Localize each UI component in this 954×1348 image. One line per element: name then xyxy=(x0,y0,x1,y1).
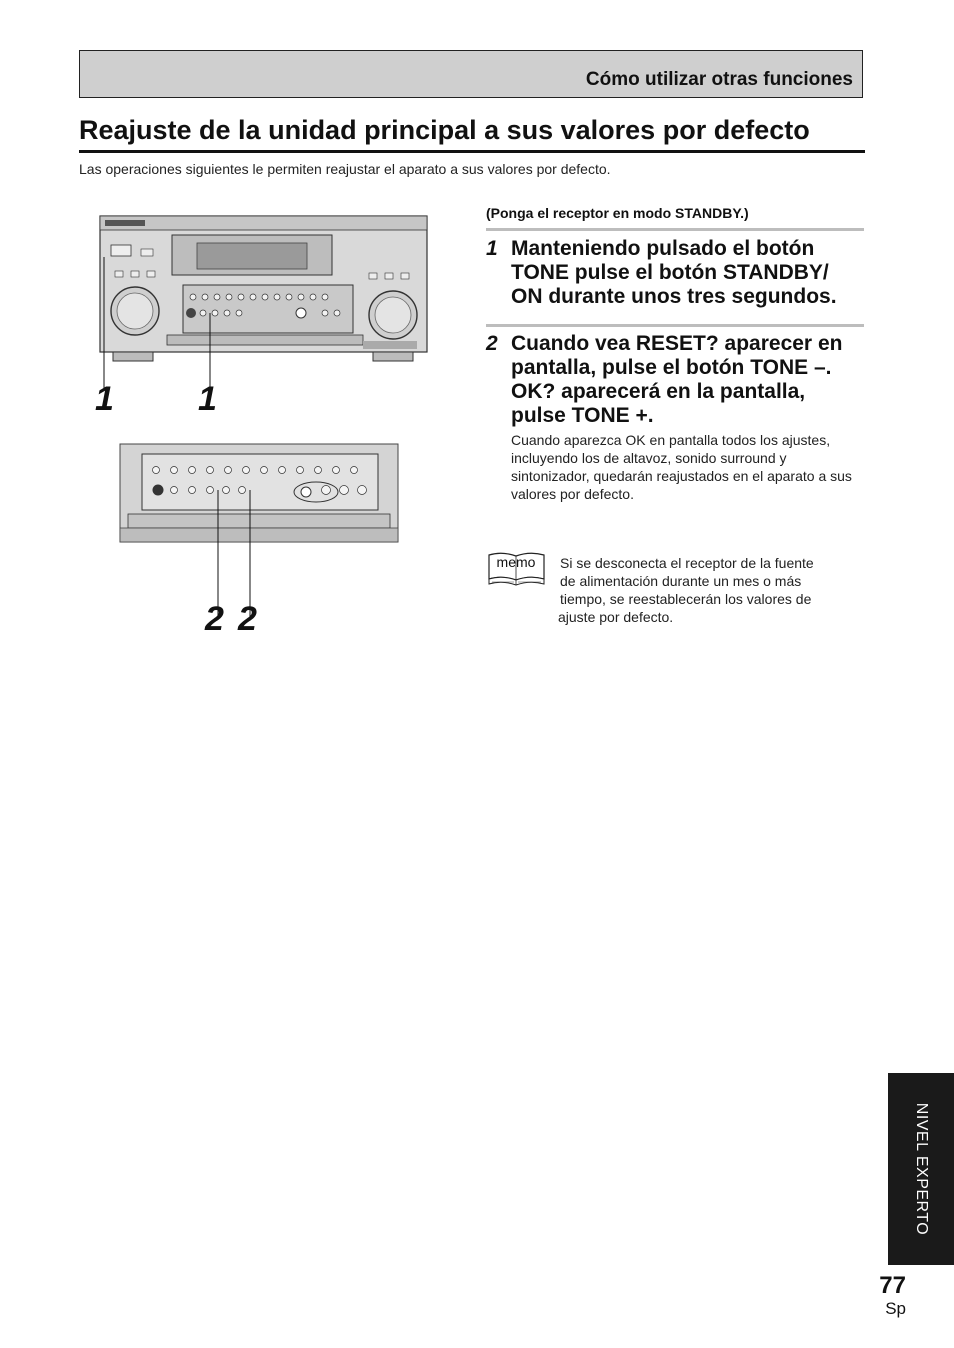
page-title: Reajuste de la unidad principal a sus valores por defecto xyxy=(79,112,865,153)
memo-line: de alimentación durante un mes o más xyxy=(560,573,802,589)
callout-tone-minus: 2 xyxy=(205,600,224,638)
intro-paragraph: Las operaciones siguientes le permiten reajustar el aparato a sus valores por defecto. xyxy=(79,161,611,177)
step-2-number: 2 xyxy=(486,332,498,355)
section-title: Cómo utilizar otras funciones xyxy=(585,69,853,90)
receiver-front-panel-illustration xyxy=(97,213,431,393)
front-panel-detail-illustration xyxy=(118,442,402,622)
side-tab xyxy=(888,1073,954,1265)
memo-line: tiempo, se reestablecerán los valores de xyxy=(560,591,812,607)
page-number: 77 xyxy=(879,1272,906,1299)
step-1-text: Manteniendo pulsado el botón TONE pulse el botón STANDBY/ ON durante unos tres segundos. xyxy=(511,237,837,308)
memo-line: ajuste por defecto. xyxy=(558,609,674,625)
callout-tone-plus: 2 xyxy=(238,600,257,638)
section-header-bar xyxy=(79,50,863,98)
step-1 xyxy=(486,237,864,309)
step-2 xyxy=(486,332,864,428)
side-tab-label: NIVEL EXPERTO xyxy=(913,1102,930,1236)
step-divider xyxy=(486,324,864,327)
callout-tone: 1 xyxy=(198,380,217,418)
step-1-number: 1 xyxy=(486,237,498,260)
memo-icon xyxy=(486,551,548,589)
step-2-body: Cuando aparezca OK en pantalla todos los ajustes, incluyendo los de altavoz, sonido surround y sintonizador, quedarán reajustados en el aparato a sus valores por defecto. xyxy=(511,432,852,502)
step-2-text: Cuando vea RESET? aparecer en pantalla, pulse el botón TONE –. OK? aparecerá en la pantalla, pulse TONE +. xyxy=(511,332,843,427)
memo-text xyxy=(558,554,858,626)
callout-standby: 1 xyxy=(95,380,114,418)
standby-note: (Ponga el receptor en modo STANDBY.) xyxy=(486,205,864,231)
memo-line: Si se desconecta el receptor de la fuente xyxy=(560,555,814,571)
page-language: Sp xyxy=(885,1299,906,1318)
memo-icon-label: memo xyxy=(496,554,536,570)
